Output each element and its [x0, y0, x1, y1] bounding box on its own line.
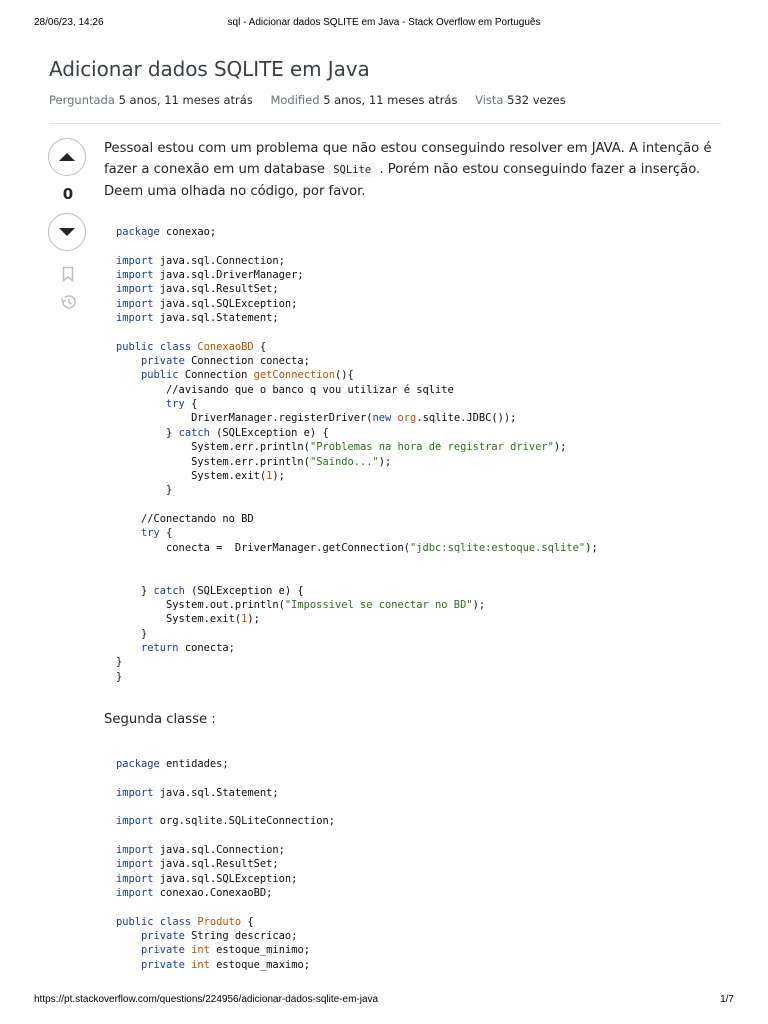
code-line: [116, 269, 304, 281]
code-token: System.exit(: [116, 469, 267, 482]
code-line: [116, 944, 310, 956]
code-token: "Problemas na hora de registrar driver": [309, 441, 554, 454]
code-token: import: [116, 844, 154, 857]
code-token: public: [116, 340, 154, 353]
code-token: );: [585, 541, 598, 554]
code-token: }: [116, 627, 148, 640]
vote-count: 0: [62, 185, 74, 203]
code-line: [116, 873, 297, 885]
meta-viewed-value: 532 vezes: [507, 93, 566, 107]
code-token: private: [141, 958, 185, 971]
meta-asked: [49, 93, 256, 107]
code-token: );: [272, 469, 285, 482]
code-token: (){: [334, 369, 354, 382]
code-token: String descricao;: [184, 930, 298, 943]
arrow-down-icon: [58, 227, 76, 237]
code-token: );: [472, 598, 486, 611]
code-line: [116, 298, 297, 310]
code-line: [116, 585, 304, 597]
question-paragraph: [104, 138, 714, 202]
code-line: [116, 226, 216, 238]
code-token: int: [191, 958, 210, 971]
code-token: {: [241, 915, 254, 928]
downvote-button[interactable]: [48, 213, 86, 251]
code-token: Connection: [178, 369, 254, 382]
code-token: //Conectando no BD: [116, 512, 254, 525]
code-token: getConnection: [253, 369, 335, 382]
code-token: (SQLException e) {: [184, 584, 304, 597]
code-line: [116, 384, 454, 396]
code-line: [116, 599, 485, 611]
code-token: System.exit(: [116, 613, 242, 626]
code-token: public: [116, 915, 154, 928]
paragraph-text-2: . Porém não estou conseguindo fazer a inserção. Deem uma olhada no código, por favor.: [104, 162, 701, 199]
code-token: java.sql.SQLException;: [153, 872, 298, 885]
code-token: java.sql.ResultSet;: [153, 283, 279, 296]
code-token: System.err.println(: [116, 441, 310, 454]
code-line: [116, 398, 197, 410]
code-line: [116, 758, 229, 770]
print-page-number: 1/7: [720, 994, 734, 1005]
meta-modified-value[interactable]: 5 anos, 11 meses atrás: [323, 93, 458, 107]
code-token: Connection conecta;: [184, 355, 310, 368]
paragraph-text-1: Pessoal estou com um problema que não estou conseguindo resolver em JAVA. A intenção é fazer a conexão em um database: [104, 141, 712, 177]
history-icon: [59, 293, 77, 311]
code-line: [116, 656, 122, 668]
meta-modified-label: Modified: [270, 93, 320, 107]
code-line: [116, 341, 266, 353]
code-token: "jdbc:sqlite:estoque.sqlite": [410, 541, 586, 554]
code-token: [116, 398, 166, 410]
code-token: public: [141, 369, 179, 382]
meta-modified: [270, 93, 461, 107]
code-line: [116, 255, 285, 267]
code-token: private: [141, 355, 185, 368]
code-token: Produto: [197, 915, 242, 928]
vote-sidebar: [48, 138, 88, 313]
code-token: //avisando que o banco q vou utilizar é sqlite: [116, 383, 454, 396]
code-token: conecta;: [178, 641, 235, 654]
code-token: import: [116, 858, 154, 871]
question-title[interactable]: Adicionar dados SQLITE em Java: [49, 57, 370, 81]
meta-asked-label: Perguntada: [49, 93, 115, 107]
code-token: [116, 930, 141, 942]
code-token: new: [372, 412, 392, 425]
code-token: private: [141, 930, 185, 943]
code-token: java.sql.Connection;: [153, 254, 285, 267]
code-token: estoque_minimo;: [209, 944, 310, 957]
code-token: java.sql.Connection;: [153, 844, 285, 857]
code-token: [116, 369, 141, 381]
code-line: [116, 427, 329, 439]
code-line: [116, 542, 598, 554]
code-token: catch: [178, 426, 210, 439]
code-token: java.sql.ResultSet;: [153, 858, 279, 871]
code-line: [116, 815, 335, 827]
code-token: conexao.ConexaoBD;: [153, 887, 273, 900]
code-line: [116, 959, 310, 971]
code-line: [116, 844, 285, 856]
code-token: [116, 527, 141, 539]
code-block-1: [104, 225, 716, 684]
print-url: https://pt.stackoverflow.com/questions/224956/adicionar-dados-sqlite-em-java: [34, 994, 379, 1005]
bookmark-button[interactable]: [48, 263, 88, 285]
code-line: [116, 916, 254, 928]
code-token: }: [116, 484, 173, 497]
code-token: [116, 959, 141, 971]
code-token: "Saindo...": [309, 455, 379, 468]
code-line: [116, 369, 354, 381]
code-token: System.err.println(: [116, 455, 310, 468]
code-token: estoque_maximo;: [209, 958, 310, 971]
code-token: class: [159, 340, 192, 353]
history-button[interactable]: [48, 291, 88, 313]
code-token: }: [116, 656, 123, 669]
code-token: java.sql.Statement;: [153, 312, 279, 325]
code-token: }: [116, 426, 179, 439]
code-line: [116, 671, 122, 683]
print-footer: [34, 994, 734, 1008]
code-line: [116, 527, 172, 539]
code-token: org: [397, 412, 417, 425]
code-token: {: [184, 398, 198, 411]
code-token: .sqlite.JDBC());: [416, 412, 517, 425]
arrow-up-icon: [58, 152, 76, 162]
code-token: }: [116, 670, 123, 683]
code-line: [116, 484, 172, 496]
code-token: conexao;: [159, 226, 217, 238]
code-token: (SQLException e) {: [209, 426, 329, 439]
code-block-2: [104, 757, 716, 975]
code-token: System.out.println(: [116, 598, 285, 611]
code-token: entidades;: [159, 758, 229, 770]
code-line: [116, 787, 279, 799]
code-token: }: [116, 584, 154, 597]
code-token: conecta = DriverManager.getConnection(: [116, 541, 411, 554]
code-line: [116, 456, 391, 468]
code-token: import: [116, 283, 154, 296]
meta-asked-value[interactable]: 5 anos, 11 meses atrás: [118, 93, 253, 107]
code-token: org.sqlite.SQLiteConnection;: [153, 815, 335, 828]
code-token: catch: [153, 584, 185, 597]
code-token: java.sql.SQLException;: [153, 297, 298, 310]
bookmark-icon: [62, 266, 74, 282]
print-doc-title: sql - Adicionar dados SQLITE em Java - Stack Overflow em Português: [227, 17, 541, 28]
code-token: int: [191, 944, 210, 957]
code-line: [116, 312, 279, 324]
code-token: return: [141, 641, 179, 654]
upvote-button[interactable]: [48, 138, 86, 176]
code-line: [116, 412, 516, 424]
meta-viewed: [475, 93, 566, 107]
code-token: 1: [241, 613, 248, 626]
code-token: {: [253, 340, 267, 353]
code-token: java.sql.DriverManager;: [153, 269, 304, 282]
code-line: [116, 887, 272, 899]
code-line: [116, 513, 254, 525]
code-token: DriverManager.registerDriver(: [116, 412, 373, 425]
code-line: [116, 642, 235, 654]
code-token: class: [159, 915, 192, 928]
code-line: [116, 441, 566, 453]
code-token: import: [116, 872, 154, 885]
code-token: [116, 944, 141, 956]
code-token: "Impossivel se conectar no BD": [284, 598, 473, 611]
code-token: {: [159, 527, 173, 540]
print-header: [34, 17, 734, 31]
segunda-classe-text: Segunda classe :: [104, 712, 216, 727]
question-meta: [49, 93, 580, 107]
code-token: import: [116, 297, 154, 310]
code-token: import: [116, 786, 154, 799]
code-token: [116, 355, 141, 367]
code-token: import: [116, 815, 154, 828]
code-token: );: [378, 455, 392, 468]
question-body: [104, 138, 714, 202]
code-token: try: [166, 398, 185, 411]
code-token: );: [553, 441, 567, 454]
code-token: );: [247, 613, 260, 626]
code-token: ConexaoBD: [197, 340, 254, 353]
meta-viewed-label: Vista: [475, 93, 504, 107]
code-token: 1: [266, 469, 273, 482]
code-token: import: [116, 312, 154, 325]
code-line: [116, 628, 147, 640]
code-token: import: [116, 887, 154, 900]
code-line: [116, 858, 279, 870]
code-token: import: [116, 269, 154, 282]
code-token: try: [141, 527, 160, 540]
code-line: [116, 355, 310, 367]
code-token: java.sql.Statement;: [153, 786, 279, 799]
code-token: [116, 642, 141, 654]
print-date: 28/06/23, 14:26: [34, 17, 104, 28]
code-line: [116, 283, 279, 295]
inline-code: SQLite: [329, 163, 375, 177]
code-token: private: [141, 944, 185, 957]
header-divider: [49, 123, 721, 124]
code-line: [116, 613, 260, 625]
code-token: import: [116, 254, 154, 267]
code-token: package: [116, 226, 160, 238]
code-token: package: [116, 758, 160, 770]
code-line: [116, 930, 297, 942]
code-line: [116, 470, 285, 482]
